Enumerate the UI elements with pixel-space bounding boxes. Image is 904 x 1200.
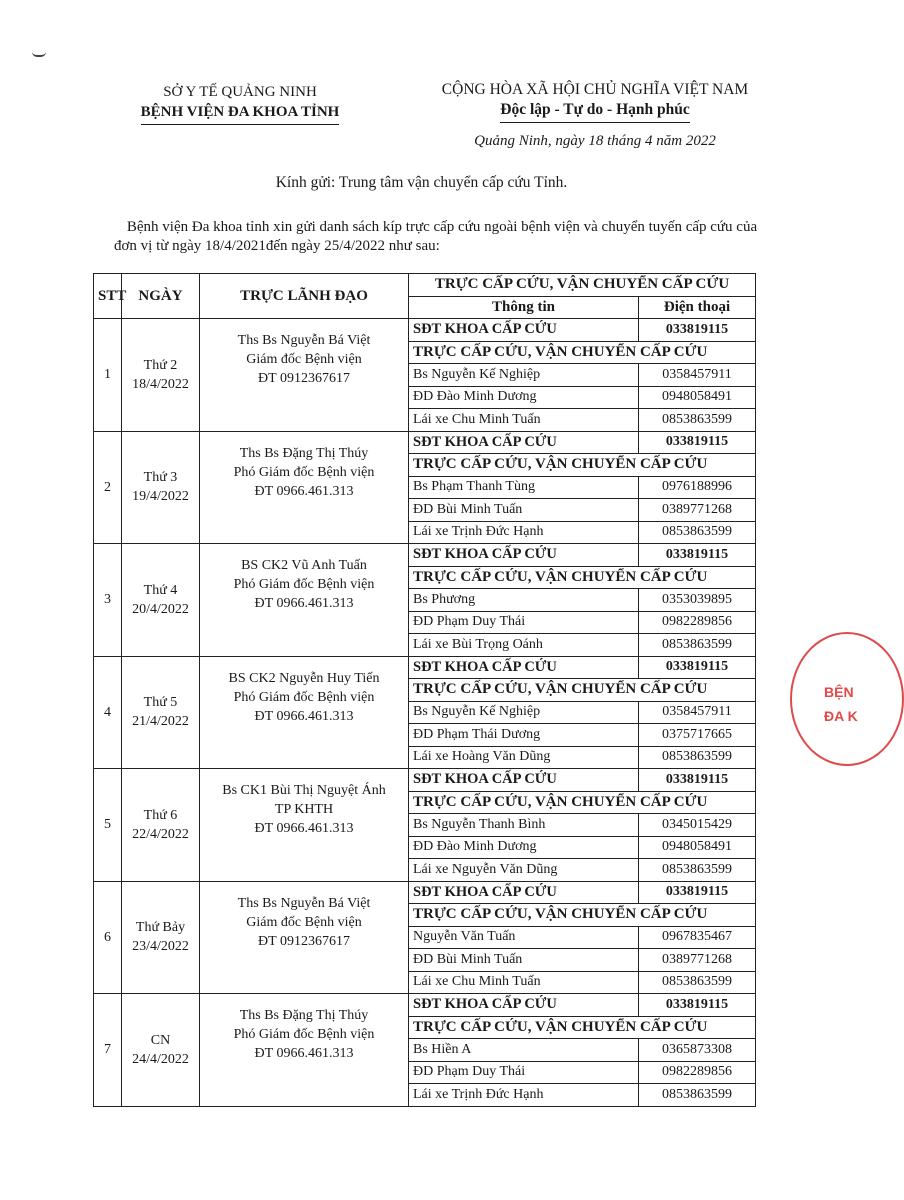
staff-name: Lái xe Chu Minh Tuấn	[409, 971, 639, 994]
leader-title: Phó Giám đốc Bệnh viện	[233, 689, 375, 705]
col-info-header: Thông tin	[409, 296, 639, 319]
weekday: CN	[150, 1032, 171, 1048]
staff-phone: 0358457911	[639, 701, 756, 724]
staff-name: ĐD Phạm Duy Thái	[409, 611, 639, 634]
er-phone-number: 033819115	[639, 769, 756, 792]
team-label: TRỰC CẤP CỨU, VẬN CHUYỂN CẤP CỨU	[409, 904, 756, 927]
staff-name: ĐD Bùi Minh Tuấn	[409, 949, 639, 972]
duty-date: 22/4/2022	[132, 826, 189, 842]
scan-mark	[32, 52, 46, 57]
staff-name: Nguyễn Văn Tuấn	[409, 926, 639, 949]
staff-name: ĐD Đào Minh Dương	[409, 386, 639, 409]
er-phone-label: SĐT KHOA CẤP CỨU	[409, 881, 639, 904]
table-row	[94, 994, 756, 1017]
row-day	[122, 431, 200, 544]
row-number: 1	[94, 319, 122, 432]
duty-roster-table	[93, 273, 756, 1107]
er-phone-label: SĐT KHOA CẤP CỨU	[409, 544, 639, 567]
staff-name: ĐD Đào Minh Dương	[409, 836, 639, 859]
staff-phone: 0853863599	[639, 859, 756, 882]
team-label: TRỰC CẤP CỨU, VẬN CHUYỂN CẤP CỨU	[409, 566, 756, 589]
staff-phone: 0948058491	[639, 386, 756, 409]
row-number: 2	[94, 431, 122, 544]
staff-phone: 0976188996	[639, 476, 756, 499]
leader-title: Giám đốc Bệnh viện	[246, 352, 362, 367]
table-row	[94, 544, 756, 567]
duty-leader	[200, 319, 409, 432]
duty-date: 21/4/2022	[132, 714, 189, 730]
org-line-1: SỞ Y TẾ QUẢNG NINH	[163, 84, 317, 100]
weekday: Thứ 3	[143, 470, 178, 486]
weekday: Thứ 6	[143, 807, 178, 823]
row-day	[122, 881, 200, 994]
staff-phone: 0982289856	[639, 611, 756, 634]
er-phone-number: 033819115	[639, 544, 756, 567]
row-day	[122, 319, 200, 432]
staff-phone: 0365873308	[639, 1039, 756, 1062]
official-seal	[790, 632, 904, 766]
leader-name: Ths Bs Đặng Thị Thúy	[239, 1008, 369, 1023]
staff-name: Bs Nguyễn Kế Nghiệp	[409, 364, 639, 387]
row-number: 3	[94, 544, 122, 657]
team-label: TRỰC CẤP CỨU, VẬN CHUYỂN CẤP CỨU	[409, 1016, 756, 1039]
document-date: Quảng Ninh, ngày 18 tháng 4 năm 2022	[474, 133, 716, 149]
leader-name: Ths Bs Nguyễn Bá Việt	[237, 333, 371, 348]
leader-phone: ĐT 0966.461.313	[254, 708, 354, 724]
leader-title: Phó Giám đốc Bệnh viện	[233, 577, 375, 592]
table-row	[94, 881, 756, 904]
weekday: Thứ 5	[143, 695, 178, 711]
duty-date: 23/4/2022	[132, 939, 189, 955]
staff-name: ĐD Phạm Duy Thái	[409, 1061, 639, 1084]
leader-name: BS CK2 Vũ Anh Tuấn	[241, 558, 367, 573]
row-number: 7	[94, 994, 122, 1107]
national-header	[395, 80, 795, 123]
staff-name: Bs Nguyễn Kế Nghiệp	[409, 701, 639, 724]
staff-name: Bs Phạm Thanh Tùng	[409, 476, 639, 499]
leader-name: Ths Bs Nguyễn Bá Việt	[237, 895, 371, 911]
duty-date: 18/4/2022	[132, 376, 189, 392]
seal-text-2: ĐA K	[824, 708, 858, 724]
team-label: TRỰC CẤP CỨU, VẬN CHUYỂN CẤP CỨU	[409, 454, 756, 477]
staff-phone: 0967835467	[639, 926, 756, 949]
staff-phone: 0948058491	[639, 836, 756, 859]
leader-name: Bs CK1 Bùi Thị Nguyệt Ánh	[222, 783, 386, 798]
staff-name: Lái xe Bùi Trọng Oánh	[409, 634, 639, 657]
table-row	[94, 431, 756, 454]
leader-phone: ĐT 0912367617	[258, 371, 350, 386]
country-line-1: CỘNG HÒA XÃ HỘI CHỦ NGHĨA VIỆT NAM	[441, 81, 749, 98]
row-number: 5	[94, 769, 122, 882]
row-number: 4	[94, 656, 122, 769]
staff-phone: 0853863599	[639, 746, 756, 769]
leader-title: TP KHTH	[274, 802, 334, 817]
col-group-header: TRỰC CẤP CỨU, VẬN CHUYỂN CẤP CỨU	[409, 274, 756, 297]
staff-name: Lái xe Chu Minh Tuấn	[409, 409, 639, 432]
staff-phone: 0853863599	[639, 971, 756, 994]
staff-phone: 0853863599	[639, 521, 756, 544]
staff-phone: 0853863599	[639, 1084, 756, 1107]
leader-phone: ĐT 0912367617	[258, 933, 350, 949]
duty-leader	[200, 431, 409, 544]
staff-name: Lái xe Trịnh Đức Hạnh	[409, 521, 639, 544]
duty-leader	[200, 881, 409, 994]
staff-phone: 0389771268	[639, 499, 756, 522]
seal-text-1: BỆN	[824, 684, 854, 700]
staff-name: Lái xe Hoàng Văn Dũng	[409, 746, 639, 769]
staff-phone: 0353039895	[639, 589, 756, 612]
leader-phone: ĐT 0966.461.313	[254, 1046, 354, 1061]
col-phone-header: Điện thoại	[639, 296, 756, 319]
intro-line-1: Bệnh viện Đa khoa tỉnh xin gửi danh sách kíp trực cấp cứu ngoài bệnh viện và chuyển tuyến cấp cứu của	[126, 219, 758, 235]
staff-name: Lái xe Nguyễn Văn Dũng	[409, 859, 639, 882]
leader-phone: ĐT 0966.461.313	[254, 821, 354, 836]
staff-name: Bs Phương	[409, 589, 639, 612]
leader-phone: ĐT 0966.461.313	[254, 483, 354, 499]
table-row	[94, 656, 756, 679]
staff-phone: 0853863599	[639, 634, 756, 657]
row-number: 6	[94, 881, 122, 994]
duty-leader	[200, 656, 409, 769]
table-row	[94, 769, 756, 792]
leader-name: BS CK2 Nguyễn Huy Tiến	[228, 670, 380, 686]
er-phone-number: 033819115	[639, 994, 756, 1017]
leader-name: Ths Bs Đặng Thị Thúy	[239, 445, 369, 461]
weekday: Thứ 2	[143, 357, 178, 373]
er-phone-label: SĐT KHOA CẤP CỨU	[409, 994, 639, 1017]
er-phone-number: 033819115	[639, 431, 756, 454]
country-line-2: Độc lập - Tự do - Hạnh phúc	[500, 100, 689, 123]
er-phone-label: SĐT KHOA CẤP CỨU	[409, 431, 639, 454]
staff-name: ĐD Phạm Thái Dương	[409, 724, 639, 747]
staff-phone: 0358457911	[639, 364, 756, 387]
row-day	[122, 656, 200, 769]
er-phone-label: SĐT KHOA CẤP CỨU	[409, 656, 639, 679]
leader-phone: ĐT 0966.461.313	[254, 596, 354, 611]
staff-phone: 0982289856	[639, 1061, 756, 1084]
er-phone-label: SĐT KHOA CẤP CỨU	[409, 319, 639, 342]
weekday: Thứ 4	[143, 582, 178, 598]
duty-date: 24/4/2022	[132, 1051, 189, 1067]
staff-phone: 0389771268	[639, 949, 756, 972]
staff-name: Bs Hiền A	[409, 1039, 639, 1062]
er-phone-number: 033819115	[639, 319, 756, 342]
duty-leader	[200, 769, 409, 882]
col-leader-header: TRỰC LÃNH ĐẠO	[200, 274, 409, 319]
staff-name: Bs Nguyễn Thanh Bình	[409, 814, 639, 837]
duty-leader	[200, 994, 409, 1107]
recipient-line: Kính gửi: Trung tâm vận chuyển cấp cứu Tỉnh.	[275, 174, 568, 191]
leader-title: Giám đốc Bệnh viện	[246, 914, 362, 930]
col-stt-header: STT	[94, 274, 122, 319]
staff-phone: 0345015429	[639, 814, 756, 837]
leader-title: Phó Giám đốc Bệnh viện	[233, 464, 375, 480]
team-label: TRỰC CẤP CỨU, VẬN CHUYỂN CẤP CỨU	[409, 791, 756, 814]
staff-phone: 0375717665	[639, 724, 756, 747]
staff-name: ĐD Bùi Minh Tuấn	[409, 499, 639, 522]
intro-line-2: đơn vị từ ngày 18/4/2021đến ngày 25/4/2022 như sau:	[114, 238, 440, 254]
col-day-header: NGÀY	[122, 274, 200, 319]
row-day	[122, 994, 200, 1107]
staff-phone: 0853863599	[639, 409, 756, 432]
table-header-row	[94, 274, 756, 297]
er-phone-number: 033819115	[639, 656, 756, 679]
duty-date: 19/4/2022	[132, 489, 189, 505]
er-phone-label: SĐT KHOA CẤP CỨU	[409, 769, 639, 792]
weekday: Thứ Bảy	[135, 920, 186, 936]
table-row	[94, 319, 756, 342]
row-day	[122, 544, 200, 657]
staff-name: Lái xe Trịnh Đức Hạnh	[409, 1084, 639, 1107]
row-day	[122, 769, 200, 882]
org-header	[100, 82, 380, 125]
org-line-2: BỆNH VIỆN ĐA KHOA TỈNH	[141, 102, 340, 125]
er-phone-number: 033819115	[639, 881, 756, 904]
team-label: TRỰC CẤP CỨU, VẬN CHUYỂN CẤP CỨU	[409, 679, 756, 702]
team-label: TRỰC CẤP CỨU, VẬN CHUYỂN CẤP CỨU	[409, 341, 756, 364]
intro-paragraph	[92, 218, 792, 256]
leader-title: Phó Giám đốc Bệnh viện	[233, 1027, 375, 1042]
duty-date: 20/4/2022	[132, 601, 189, 617]
duty-leader	[200, 544, 409, 657]
